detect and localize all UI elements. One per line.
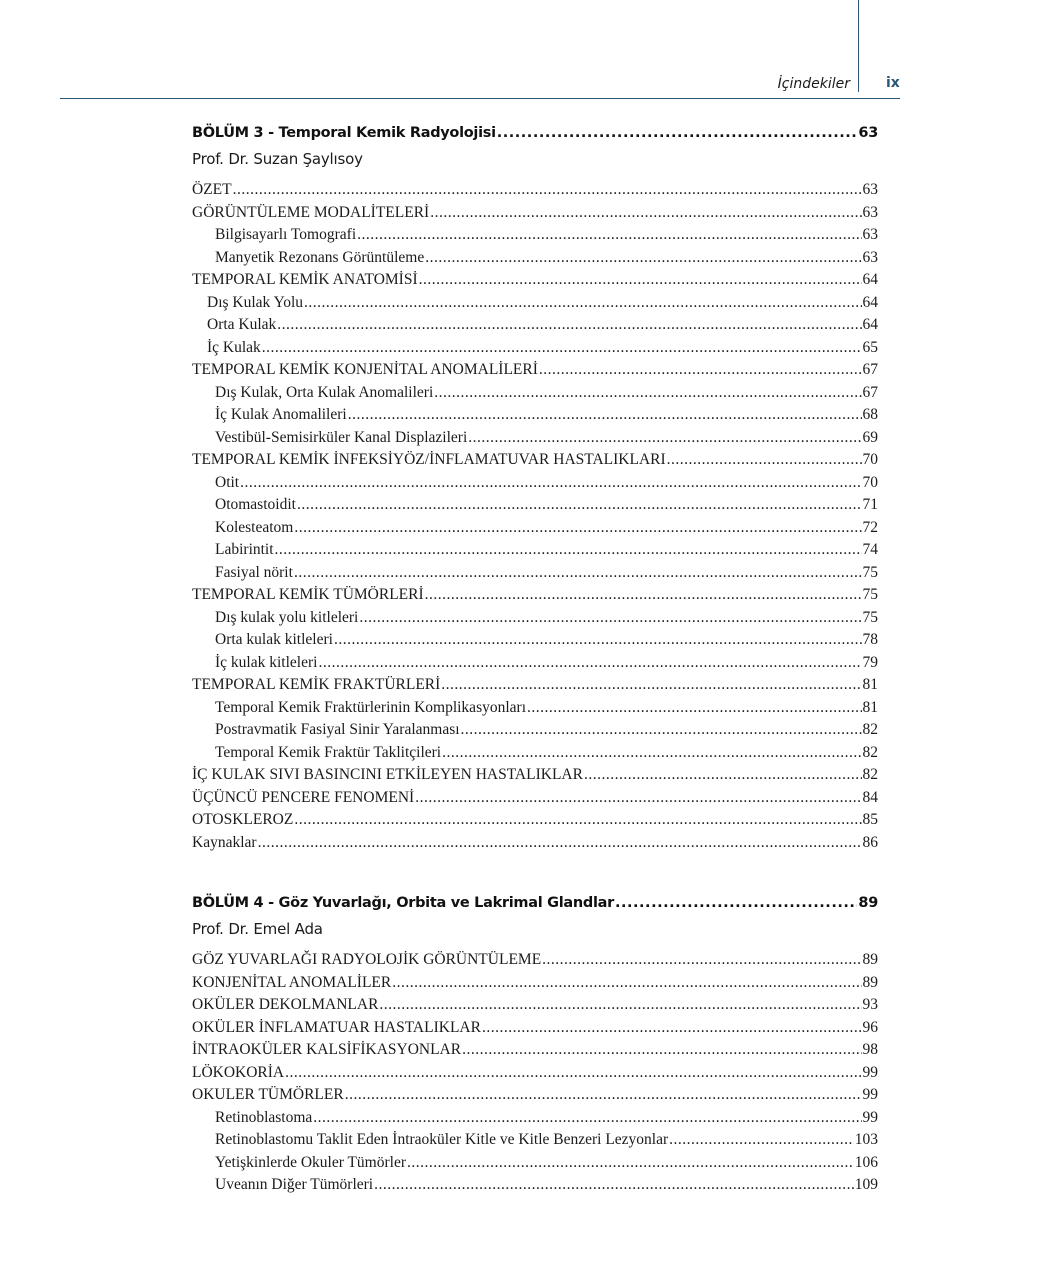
dot-leader (419, 269, 862, 292)
toc-entry-label: Bilgisayarlı Tomografi (215, 226, 357, 243)
toc-entry-page: 98 (862, 1041, 878, 1058)
toc-entry-label: LÖKOKORİA (192, 1063, 285, 1081)
toc-entry[interactable] (192, 494, 878, 517)
toc-entry[interactable] (192, 584, 878, 607)
toc-entry-label: İNTRAOKÜLER KALSİFİKASYONLAR (192, 1041, 462, 1058)
toc-entry-page: 82 (862, 721, 878, 738)
toc-entry-page: 70 (862, 473, 878, 491)
dot-leader (294, 562, 862, 585)
toc-entry-label: OTOSKLEROZ (192, 811, 294, 828)
toc-entry-page: 75 (862, 608, 878, 626)
toc-entry-page: 67 (862, 383, 878, 401)
dot-leader (313, 1107, 861, 1130)
toc-entry-page: 99 (862, 1108, 878, 1126)
dot-leader (334, 629, 862, 652)
toc-entry[interactable] (192, 247, 878, 270)
toc-entry[interactable] (192, 764, 878, 787)
toc-entry-page: 69 (862, 428, 878, 446)
chapter-author: Prof. Dr. Emel Ada (192, 920, 323, 938)
toc-entry-label: Manyetik Rezonans Görüntüleme (215, 248, 425, 266)
toc-entry-label: Orta Kulak (207, 316, 277, 333)
dot-leader (392, 972, 861, 995)
toc-entry[interactable] (192, 832, 878, 855)
toc-entry-page: 67 (862, 361, 878, 378)
dot-leader (425, 247, 861, 270)
toc-entry-page: 81 (862, 676, 878, 693)
dot-leader (482, 1017, 862, 1040)
toc-entry[interactable] (192, 607, 878, 630)
toc-entry[interactable] (192, 269, 878, 292)
header-rule (60, 98, 900, 99)
toc-entry[interactable] (192, 1129, 878, 1152)
toc-entry-page: 75 (862, 586, 878, 603)
dot-leader (275, 539, 862, 562)
dot-leader (374, 1174, 854, 1197)
dot-leader (240, 472, 861, 495)
dot-leader (615, 895, 857, 911)
toc-entry-page: 99 (862, 1086, 878, 1103)
toc-entry[interactable] (192, 562, 878, 585)
toc-entry-page: 79 (862, 653, 878, 671)
toc-entry-label: Dış kulak yolu kitleleri (215, 608, 359, 626)
toc-entry-page: 82 (862, 743, 878, 761)
toc-entry[interactable] (192, 742, 878, 765)
toc-entry[interactable] (192, 994, 878, 1017)
toc-entry-page: 85 (862, 811, 878, 828)
dot-leader (297, 494, 862, 517)
chapter-heading[interactable] (192, 895, 878, 918)
toc-entry[interactable] (192, 314, 878, 337)
toc-entry[interactable] (192, 539, 878, 562)
toc-entry-page: 64 (862, 293, 878, 311)
toc-entry-label: Dış Kulak Yolu (207, 293, 304, 311)
toc-entry-page: 63 (862, 226, 878, 243)
chapter-page: 89 (858, 895, 878, 911)
toc-entry[interactable] (192, 1017, 878, 1040)
toc-entry-page: 86 (862, 833, 878, 851)
toc-entry-page: 84 (862, 788, 878, 806)
running-title: İçindekiler (777, 76, 850, 92)
toc-entry-label: Otit (215, 473, 240, 491)
toc-entry[interactable] (192, 517, 878, 540)
toc-entry-page: 63 (862, 203, 878, 221)
dot-leader (304, 292, 861, 315)
header-divider-line (858, 0, 859, 92)
toc-entry[interactable] (192, 1174, 878, 1197)
toc-entry-label: Postravmatik Fasiyal Sinir Yaralanması (215, 721, 460, 738)
dot-leader (462, 1039, 861, 1062)
dot-leader (441, 674, 861, 697)
toc-entry-label: Retinoblastomu Taklit Eden İntraoküler Kitle ve Kitle Benzeri Lezyonlar (215, 1131, 669, 1148)
toc-entry-page: 109 (854, 1176, 878, 1193)
toc-entry-label: ÜÇÜNCÜ PENCERE FENOMENİ (192, 788, 415, 806)
toc-entry[interactable] (192, 652, 878, 675)
dot-leader (318, 652, 861, 675)
chapter-page: 63 (858, 125, 878, 141)
toc-entry-label: İç Kulak Anomalileri (215, 406, 347, 423)
toc-entry-page: 89 (862, 973, 878, 991)
toc-entry-page: 74 (862, 541, 878, 558)
dot-leader (345, 1084, 862, 1107)
toc-entry-label: Kolesteatom (215, 518, 294, 536)
toc-entry-label: Temporal Kemik Fraktürlerinin Komplikasyonları (215, 698, 526, 716)
toc-entry[interactable] (192, 809, 878, 832)
toc-entry-page: 96 (862, 1018, 878, 1036)
toc-entry[interactable] (192, 1107, 878, 1130)
toc-entry[interactable] (192, 449, 878, 472)
toc-entry-page: 64 (862, 316, 878, 333)
toc-entries (192, 179, 878, 854)
toc-entry-label: TEMPORAL KEMİK TÜMÖRLERİ (192, 586, 424, 603)
toc-entry[interactable] (192, 427, 878, 450)
toc-entry-label: Dış Kulak, Orta Kulak Anomalileri (215, 383, 434, 401)
chapter-section (192, 895, 878, 1197)
toc-entry[interactable] (192, 179, 878, 202)
toc-entry[interactable] (192, 697, 878, 720)
toc-entry-page: 64 (862, 271, 878, 288)
toc-entry-page: 82 (862, 766, 878, 783)
dot-leader (669, 1129, 854, 1152)
toc-entry[interactable] (192, 1039, 878, 1062)
toc-entry-label: TEMPORAL KEMİK KONJENİTAL ANOMALİLERİ (192, 361, 538, 378)
toc-entry[interactable] (192, 1152, 878, 1175)
toc-entry-label: OKÜLER İNFLAMATUAR HASTALIKLAR (192, 1018, 481, 1036)
toc-entry-page: 71 (862, 496, 878, 513)
dot-leader (415, 787, 861, 810)
toc-entry-label: OKÜLER DEKOLMANLAR (192, 996, 379, 1013)
toc-entry-label: Orta kulak kitleleri (215, 631, 333, 648)
toc-entry-page: 93 (862, 996, 878, 1013)
dot-leader (430, 202, 861, 225)
dot-leader (277, 314, 861, 337)
dot-leader (542, 949, 861, 972)
toc-entry-label: İç kulak kitleleri (215, 653, 318, 671)
toc-entry-label: Retinoblastoma (215, 1108, 313, 1126)
toc-entry[interactable] (192, 949, 878, 972)
dot-leader (667, 449, 862, 472)
dot-leader (442, 742, 861, 765)
dot-leader (407, 1152, 854, 1175)
dot-leader (539, 359, 862, 382)
toc-entry[interactable] (192, 382, 878, 405)
dot-leader (584, 764, 862, 787)
dot-leader (285, 1062, 861, 1085)
toc-entry-label: TEMPORAL KEMİK İNFEKSİYÖZ/İNFLAMATUVAR HASTALIKLARI (192, 451, 666, 468)
toc-entry[interactable] (192, 787, 878, 810)
dot-leader (461, 719, 862, 742)
toc-entry-label: Labirintit (215, 541, 274, 558)
dot-leader (527, 697, 862, 720)
toc-entry-label: Uveanın Diğer Tümörleri (215, 1176, 374, 1193)
toc-entry-page: 63 (862, 248, 878, 266)
toc-entry-label: KONJENİTAL ANOMALİLER (192, 973, 392, 991)
dot-leader (258, 832, 862, 855)
dot-leader (497, 125, 858, 141)
toc-entry-page: 63 (862, 181, 878, 198)
toc-entry[interactable] (192, 719, 878, 742)
toc-entry-label: Kaynaklar (192, 833, 257, 851)
toc-entry-page: 72 (862, 518, 878, 536)
toc-entry-page: 81 (862, 698, 878, 716)
page-number: ix (886, 75, 900, 91)
toc-entry[interactable] (192, 202, 878, 225)
toc-entry-label: İÇ KULAK SIVI BASINCINI ETKİLEYEN HASTALIKLAR (192, 766, 583, 783)
toc-entry[interactable] (192, 472, 878, 495)
dot-leader (425, 584, 862, 607)
dot-leader (434, 382, 861, 405)
dot-leader (262, 337, 862, 360)
toc-entry-page: 65 (862, 338, 878, 356)
toc-entry[interactable] (192, 1084, 878, 1107)
toc-entry-label: Otomastoidit (215, 496, 296, 513)
toc-entry-label: TEMPORAL KEMİK FRAKTÜRLERİ (192, 676, 441, 693)
toc-entry-label: Temporal Kemik Fraktür Taklitçileri (215, 743, 442, 761)
toc-entry-label: İç Kulak (207, 338, 261, 356)
dot-leader (359, 607, 861, 630)
dot-leader (233, 179, 862, 202)
toc-entry[interactable] (192, 224, 878, 247)
chapter-title: BÖLÜM 4 - Göz Yuvarlağı, Orbita ve Lakrimal Glandlar (192, 895, 615, 911)
toc-entry-label: ÖZET (192, 181, 232, 198)
toc-entry-page: 103 (854, 1131, 878, 1148)
dot-leader (357, 224, 861, 247)
toc-entry-page: 75 (862, 563, 878, 581)
toc-entry-label: GÖZ YUVARLAĞI RADYOLOJİK GÖRÜNTÜLEME (192, 951, 542, 968)
chapter-section (192, 125, 878, 854)
toc-entry[interactable] (192, 337, 878, 360)
toc-entry[interactable] (192, 674, 878, 697)
toc-entry[interactable] (192, 629, 878, 652)
toc-entry[interactable] (192, 1062, 878, 1085)
toc-entry-label: Yetişkinlerde Okuler Tümörler (215, 1153, 406, 1171)
toc-entries (192, 949, 878, 1197)
toc-entry-page: 99 (862, 1063, 878, 1081)
toc-entry-label: Vestibül-Semisirküler Kanal Displazileri (215, 428, 468, 446)
chapter-author: Prof. Dr. Suzan Şaylısoy (192, 150, 363, 168)
toc-entry-label: TEMPORAL KEMİK ANATOMİSİ (192, 271, 418, 288)
toc-entry-label: OKULER TÜMÖRLER (192, 1086, 344, 1103)
toc-entry-page: 70 (862, 451, 878, 468)
toc-entry[interactable] (192, 404, 878, 427)
toc-entry-page: 78 (862, 631, 878, 648)
dot-leader (294, 809, 861, 832)
chapter-heading[interactable] (192, 125, 878, 148)
dot-leader (294, 517, 861, 540)
toc-entry-label: Fasiyal nörit (215, 563, 293, 581)
dot-leader (468, 427, 861, 450)
toc-entry[interactable] (192, 972, 878, 995)
toc-entry[interactable] (192, 292, 878, 315)
dot-leader (348, 404, 862, 427)
toc-entry-label: GÖRÜNTÜLEME MODALİTELERİ (192, 203, 430, 221)
toc-entry-page: 89 (862, 951, 878, 968)
toc-entry-page: 106 (854, 1153, 878, 1171)
dot-leader (379, 994, 861, 1017)
toc-entry[interactable] (192, 359, 878, 382)
chapter-title: BÖLÜM 3 - Temporal Kemik Radyolojisi (192, 125, 496, 141)
toc-entry-page: 68 (862, 406, 878, 423)
